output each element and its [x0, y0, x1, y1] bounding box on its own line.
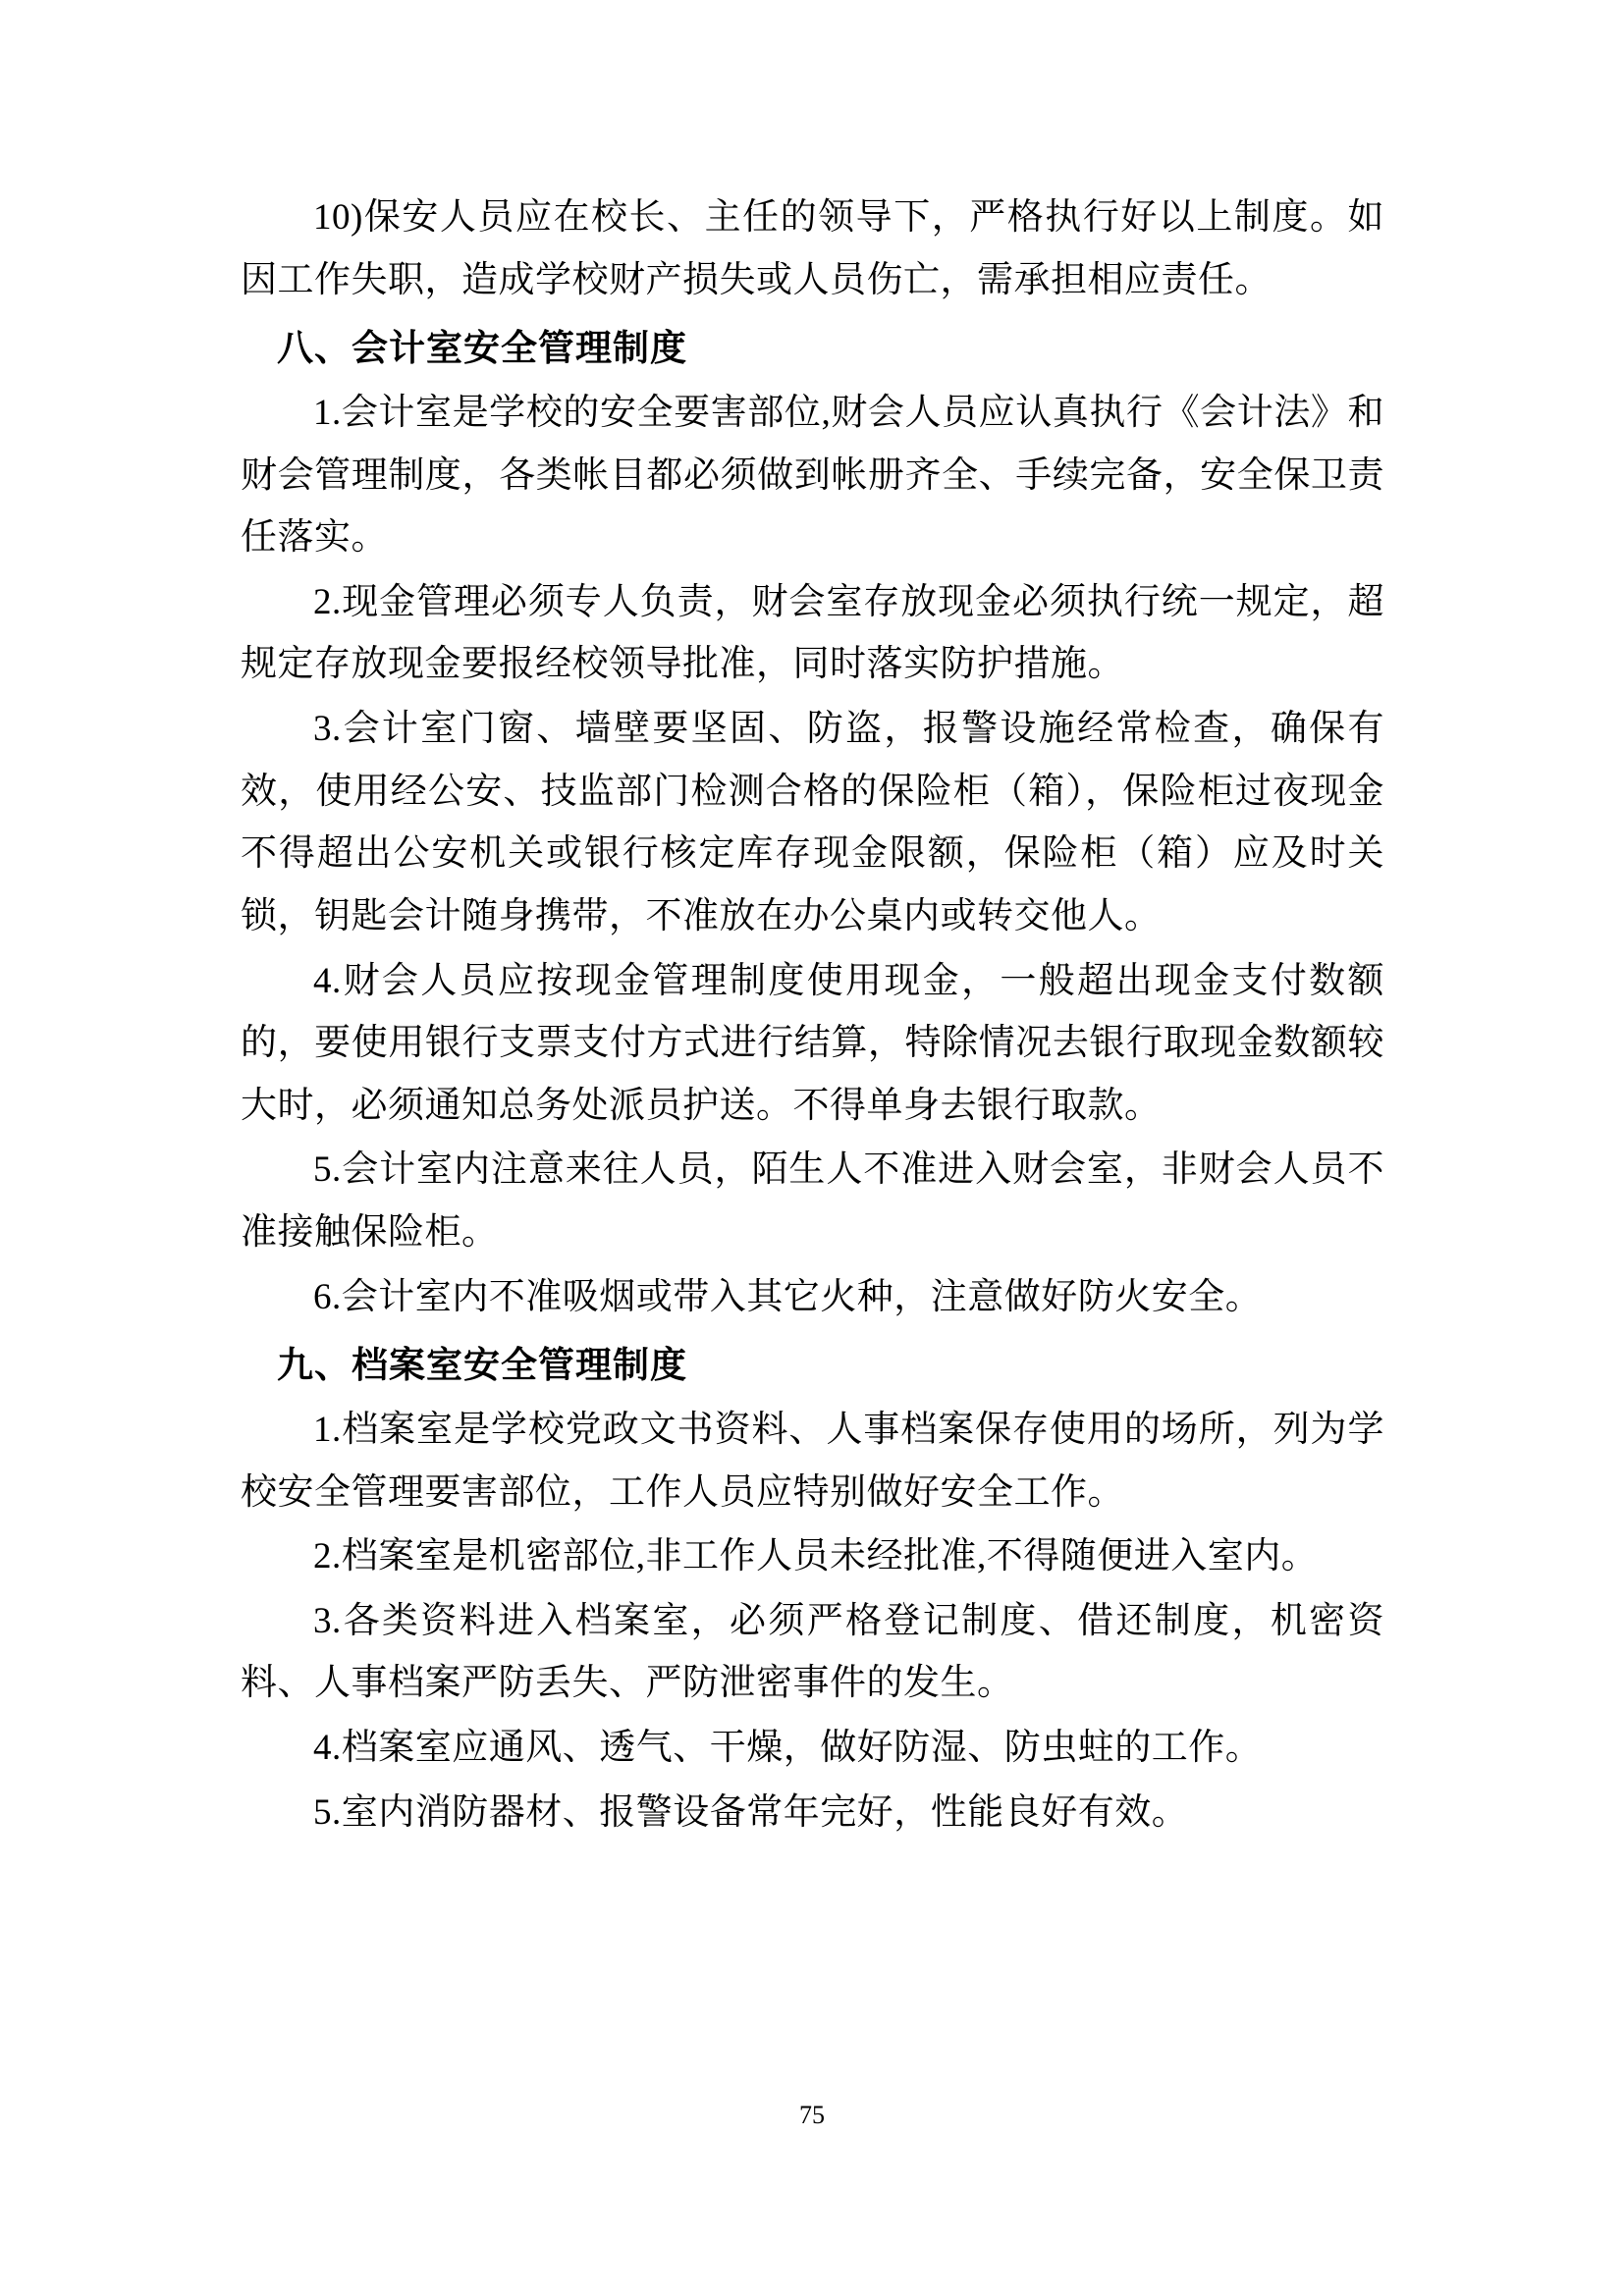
paragraph-9-2: 2.档案室是机密部位,非工作人员未经批准,不得随便进入室内。 [313, 1536, 1319, 1577]
paragraph-9-1: 1.档案室是学校党政文书资料、人事档案保存使用的场所，列为学校安全管理要害部位，工作人员应特别做好安全工作。 [241, 1409, 1384, 1513]
paragraph-8-1: 1.会计室是学校的安全要害部位,财会人员应认真执行《会计法》和财会管理制度，各类帐目都必须做到帐册齐全、手续完备，安全保卫责任落实。 [241, 392, 1384, 559]
document-body [241, 187, 1384, 1845]
paragraph-9-4: 4.档案室应通风、透气、干燥，做好防湿、防虫蛀的工作。 [313, 1728, 1263, 1768]
page-number: 75 [799, 2101, 825, 2129]
paragraph-8-5: 5.会计室内注意来往人员，陌生人不准进入财会室，非财会人员不准接触保险柜。 [241, 1149, 1384, 1253]
paragraph-8-6: 6.会计室内不准吸烟或带入其它火种，注意做好防火安全。 [313, 1276, 1263, 1317]
section-heading-nine: 九、档案室安全管理制度 [277, 1345, 687, 1386]
paragraph-9-3: 3.各类资料进入档案室，必须严格登记制度、借还制度，机密资料、人事档案严防丢失、严防泄密事件的发生。 [241, 1600, 1384, 1704]
paragraph-item-10: 10)保安人员应在校长、主任的领导下，严格执行好以上制度。如因工作失职，造成学校财产损失或人员伤亡，需承担相应责任。 [241, 197, 1384, 300]
paragraph-8-3: 3.会计室门窗、墙壁要坚固、防盗，报警设施经常检查，确保有效，使用经公安、技监部门检测合格的保险柜（箱），保险柜过夜现金不得超出公安机关或银行核定库存现金限额，保险柜（箱）应及时关锁，钥匙会计随身携带，不准放在办公桌内或转交他人。 [241, 709, 1384, 936]
paragraph-9-5: 5.室内消防器材、报警设备常年完好，性能良好有效。 [313, 1791, 1189, 1833]
paragraph-8-2: 2.现金管理必须专人负责，财会室存放现金必须执行统一规定，超规定存放现金要报经校领导批准，同时落实防护措施。 [241, 581, 1384, 685]
section-heading-eight: 八、会计室安全管理制度 [277, 328, 687, 369]
paragraph-8-4: 4.财会人员应按现金管理制度使用现金，一般超出现金支付数额的，要使用银行支票支付方式进行结算，特除情况去银行取现金数额较大时，必须通知总务处派员护送。不得单身去银行取款。 [241, 960, 1384, 1126]
